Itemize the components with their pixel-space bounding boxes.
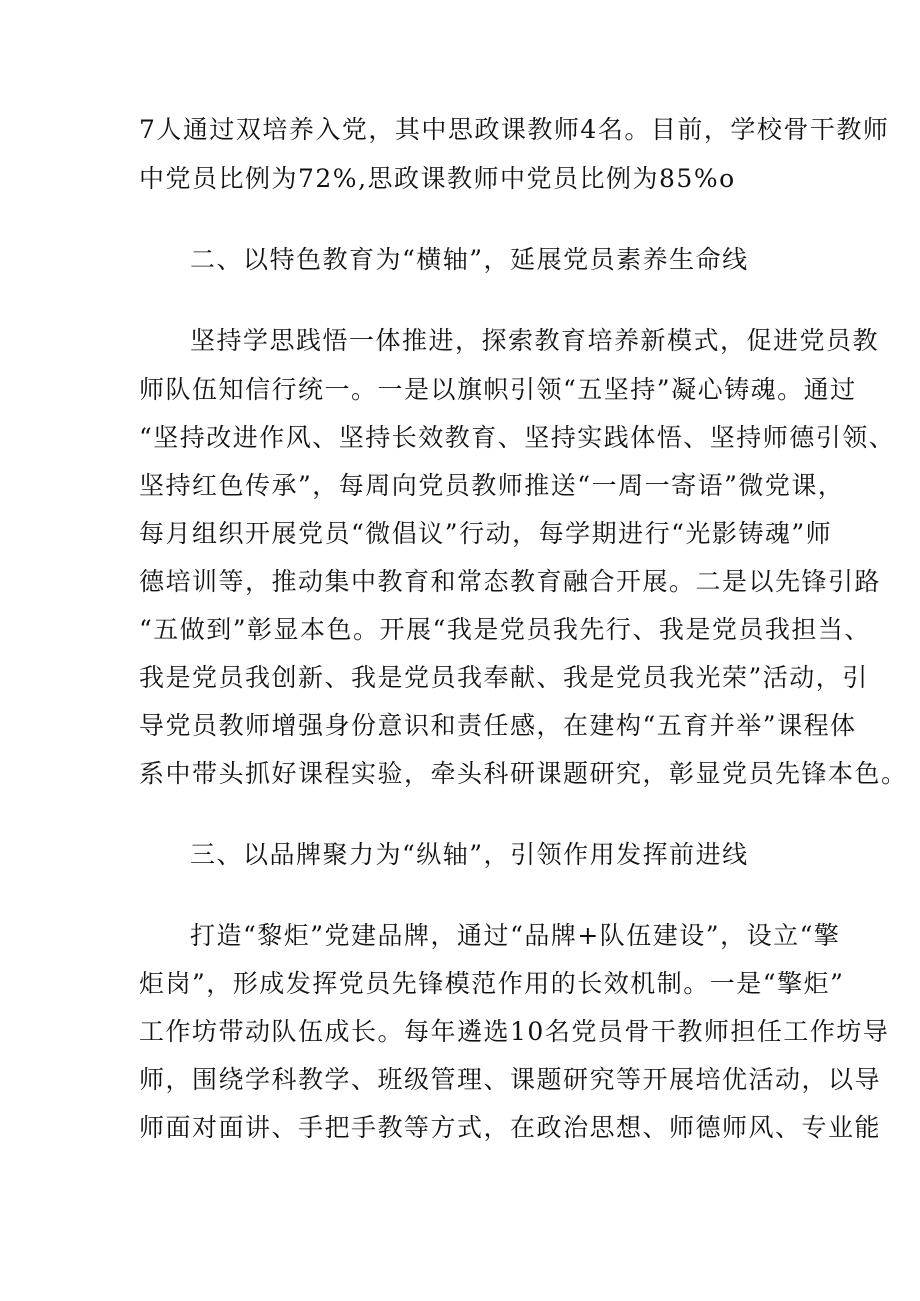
paragraph-2-line-4: 坚持红色传承”，每周向党员教师推送“一周一寄语”微党课， [139, 471, 845, 500]
paragraph-3-line-1: 打造“黎炬”党建品牌，通过“品牌+队伍建设”，设立“擎 [190, 921, 841, 950]
paragraph-2-line-5: 每月组织开展党员“微倡议”行动，每学期进行“光影铸魂”师 [139, 519, 833, 548]
paragraph-2-line-10: 系中带头抓好课程实验，牵头科研课题研究，彰显党员先锋本色。 [139, 759, 908, 788]
section-heading-3: 三、以品牌聚力为“纵轴”，引领作用发挥前进线 [190, 840, 749, 869]
paragraph-3-line-3: 工作坊带动队伍成长。每年遴选10名党员骨干教师担任工作坊导 [139, 1017, 890, 1046]
paragraph-2-line-6: 德培训等，推动集中教育和常态教育融合开展。二是以先锋引路 [139, 567, 882, 596]
section-heading-2: 二、以特色教育为“横轴”，延展党员素养生命线 [190, 245, 749, 274]
paragraph-3-line-5: 师面对面讲、手把手教等方式，在政治思想、师德师风、专业能 [139, 1113, 882, 1142]
paragraph-3-line-4: 师，围绕学科教学、班级管理、课题研究等开展培优活动，以导 [139, 1065, 882, 1094]
paragraph-2-line-2: 师队伍知信行统一。一是以旗帜引领“五坚持”凝心铸魂。通过 [139, 375, 857, 404]
paragraph-1-line-2: 中党员比例为72%,思政课教师中党员比例为85%o [139, 164, 736, 193]
paragraph-2-line-1: 坚持学思践悟一体推进，探索教育培养新模式，促进党员教 [190, 326, 880, 355]
paragraph-2-line-3: “坚持改进作风、坚持长效教育、坚持实践体悟、坚持师德引领、 [139, 423, 896, 452]
paragraph-2-line-8: 我是党员我创新、我是党员我奉献、我是党员我光荣”活动，引 [139, 663, 869, 692]
paragraph-1-line-1: 7人通过双培养入党，其中思政课教师4名。目前，学校骨干教师 [139, 115, 890, 144]
paragraph-2-line-7: “五做到”彰显本色。开展“我是党员我先行、我是党员我担当、 [139, 615, 871, 644]
paragraph-3-line-2: 炬岗”，形成发挥党员先锋模范作用的长效机制。一是“擎炬” [139, 969, 845, 998]
paragraph-2-line-9: 导党员教师增强身份意识和责任感，在建构“五育并举”课程体 [139, 711, 857, 740]
